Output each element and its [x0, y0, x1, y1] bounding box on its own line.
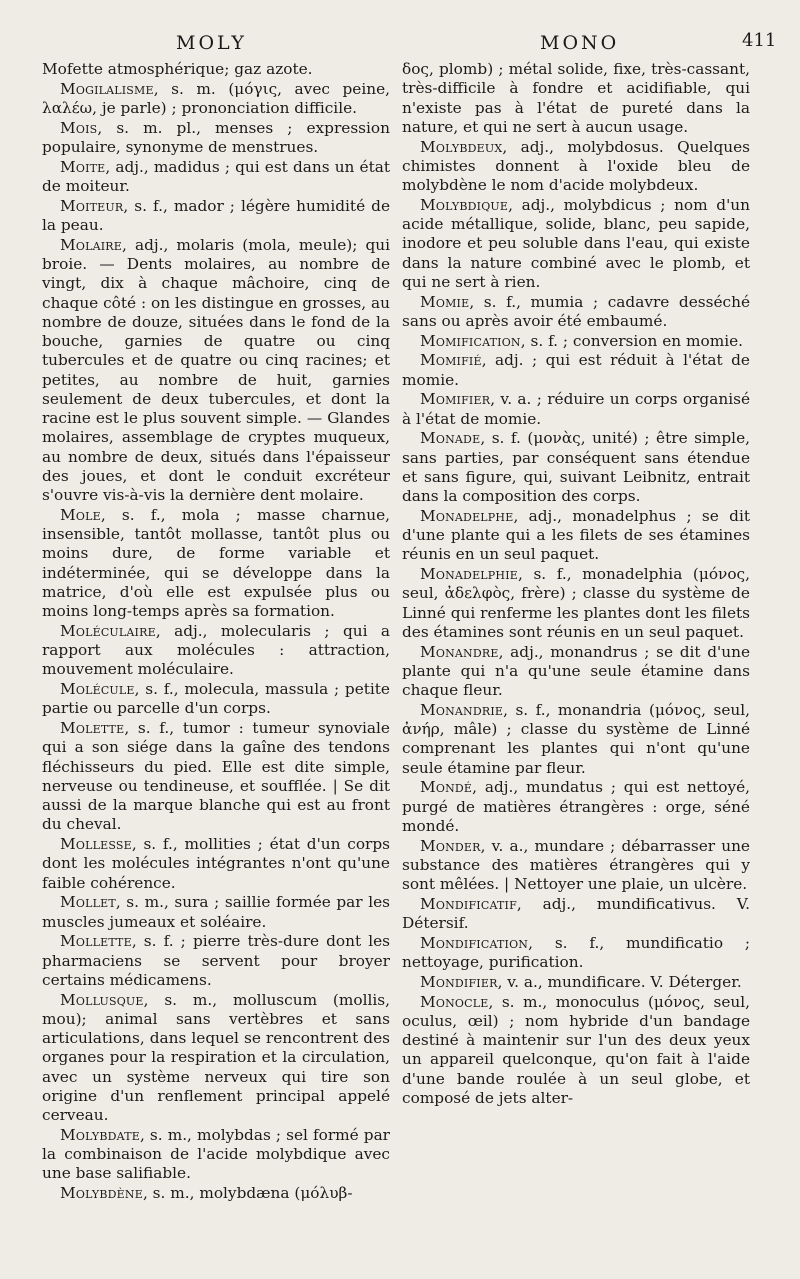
running-head-right: MONO: [540, 32, 620, 54]
entry-definition: Mofette atmosphérique; gaz azote.: [42, 60, 313, 78]
entry-headword: Mois: [60, 118, 98, 137]
entry-headword: Monandre: [420, 642, 499, 661]
dictionary-entry: [42, 119, 390, 158]
dictionary-entry: [42, 622, 390, 680]
dictionary-entry: [402, 895, 750, 934]
dictionary-entry: [402, 778, 750, 836]
entry-definition: , v. a. ; réduire un corps organisé à l'état de momie.: [402, 390, 750, 428]
entry-definition: , s. f. ; pierre très-dure dont les pharmaciens se servent pour broyer certains médicamens.: [42, 932, 390, 989]
dictionary-entry: [402, 332, 750, 351]
dictionary-entry: [42, 197, 390, 236]
entry-headword: Mondifier: [420, 972, 498, 991]
entry-definition: , s. m., molybdæna (μόλυβ-: [142, 1184, 353, 1202]
entry-definition: , adj., mundificativus. V. Détersif.: [402, 894, 750, 932]
entry-headword: Momifié: [420, 351, 482, 370]
dictionary-entry: [402, 973, 750, 992]
dictionary-entry: [402, 507, 750, 565]
entry-definition: , v. a., mundificare. V. Déterger.: [497, 972, 742, 991]
dictionary-entry: [42, 60, 390, 79]
entry-headword: Molybdène: [60, 1184, 143, 1202]
entry-definition: , adj. ; qui est réduit à l'état de momie.: [402, 351, 750, 389]
entry-definition: , s. m., molluscum (mollis, mou); animal sans vertèbres et sans articulations, dans lequel se rencontrent des organes pour la respiration et la circulation, avec un système nerveux qui tire son origine d'un renflement principal appelé cerveau.: [42, 990, 390, 1124]
entry-headword: Monadelphie: [420, 565, 518, 583]
dictionary-entry: [402, 837, 750, 895]
entry-headword: Mole: [60, 505, 101, 524]
entry-definition: , s. f., monandria (μόνος, seul, ἀνήρ, mâle) ; classe du système de Linné comprenant les plantes qui n'ont qu'une seule étamine par fleur.: [402, 700, 750, 777]
dictionary-entry: [402, 643, 750, 701]
entry-headword: Mondification: [420, 933, 529, 952]
entry-definition: , v. a., mundare ; débarrasser une substance des matières étrangères qui y sont mêlées. | Nettoyer une plaie, un ulcère.: [402, 836, 750, 893]
entry-definition: , s. f., molecula, massula ; petite partie ou parcelle d'un corps.: [42, 680, 390, 718]
entry-definition: , s. m. pl., menses ; expression populaire, synonyme de menstrues.: [42, 118, 390, 156]
dictionary-entry: [42, 835, 390, 893]
entry-definition: , s. f., mundificatio ; nettoyage, purification.: [402, 933, 750, 971]
entry-headword: Molybdeux: [420, 137, 503, 156]
entry-definition: , adj., molybdicus ; nom d'un acide métallique, solide, blanc, peu sapide, inodore et peu soluble dans l'eau, qui existe dans la nature combiné avec le plomb, et qui ne sert à rien.: [402, 195, 750, 291]
dictionary-entry: [42, 1184, 390, 1203]
entry-headword: Molaire: [60, 235, 122, 254]
entry-headword: Molécule: [60, 680, 135, 698]
entry-headword: Mogilalisme: [60, 79, 154, 98]
dictionary-entry: [42, 991, 390, 1126]
entry-headword: Momification: [420, 331, 521, 350]
dictionary-entry: [42, 158, 390, 197]
entry-definition: , adj., madidus ; qui est dans un état de moiteur.: [42, 157, 390, 195]
entry-definition: , s. m., molybdas ; sel formé par la combinaison de l'acide molybdique avec une base salifiable.: [42, 1125, 390, 1183]
dictionary-entry: [402, 293, 750, 332]
entry-headword: Momifier: [420, 390, 491, 409]
right-column: [402, 60, 750, 1109]
entry-definition: , adj., monandrus ; se dit d'une plante qui n'a qu'une seule étamine dans chaque fleur.: [402, 642, 750, 699]
dictionary-entry: [402, 390, 750, 429]
entry-definition: , adj., molaris (mola, meule); qui broie. — Dents molaires, au nombre de vingt, dix à chaque mâchoire, cinq de chaque côté : on les distingue en grosses, au nombre de douze, situées dans le fond de la bouche, garnies de quatre ou cinq tubercules et de quatre ou cinq racines; et petites, au nombre de huit, garnies seulement de deux tubercules, et dont la racine est le plus souvent simple. — Glandes molaires, assemblage de cryptes muqueux, au nombre de deux, situés dans l'épaisseur des joues, et dont le conduit excréteur s'ouvre vis-à-vis la dernière dent molaire.: [42, 235, 390, 504]
entry-definition: , adj., molecularis ; qui a rapport aux molécules : attraction, mouvement moléculaire.: [42, 621, 390, 679]
entry-headword: Molette: [60, 719, 125, 737]
entry-definition: , s. m., sura ; saillie formée par les muscles jumeaux et soléaire.: [42, 893, 390, 931]
dictionary-entry: [402, 196, 750, 292]
entry-definition: , s. m., monoculus (μόνος, seul, oculus, œil) ; nom hybride d'un bandage destiné à maintenir sur l'un des deux yeux un appareil quelconque, qu'on fait à l'aide d'une bande roulée à un seul globe, et composé de jets alter-: [402, 992, 750, 1107]
dictionary-entry: [402, 429, 750, 506]
entry-headword: Moléculaire: [60, 621, 156, 640]
dictionary-entry: [42, 719, 390, 835]
page-number: 411: [742, 30, 777, 51]
entry-headword: Mondé: [420, 778, 473, 797]
dictionary-entry: [42, 680, 390, 719]
entry-definition: δος, plomb) ; métal solide, fixe, très-cassant, très-difficile à fondre et acidifiable, qui n'existe pas à l'état de pureté dans la nature, et qui ne sert à aucun usage.: [402, 60, 750, 136]
entry-definition: , s. f. ; conversion en momie.: [520, 331, 744, 350]
entry-headword: Momie: [420, 292, 470, 311]
dictionary-entry: [402, 60, 750, 137]
entry-headword: Mondificatif: [420, 894, 517, 913]
entry-definition: , s. f., monadelphia (μόνος, seul, ἀδελφὸς, frère) ; classe du système de Linné qui renferme les plantes dont les filets des étamines sont réunis en un seul paquet.: [402, 565, 750, 641]
entry-definition: , adj., mundatus ; qui est nettoyé, purgé de matières étrangères : orge, séné mondé.: [402, 778, 750, 835]
dictionary-entry: [402, 351, 750, 390]
dictionary-entry: [42, 236, 390, 506]
entry-headword: Monadelphe: [420, 506, 514, 525]
entry-definition: , s. f. (μονὰς, unité) ; être simple, sans parties, par conséquent sans étendue et sans figure, qui, suivant Leibnitz, entrait dans la composition des corps.: [402, 429, 750, 505]
dictionary-entry: [402, 701, 750, 778]
entry-headword: Mollette: [60, 932, 132, 951]
entry-headword: Monade: [420, 429, 481, 448]
dictionary-entry: [42, 80, 390, 119]
entry-definition: , s. m. (μόγις, avec peine, λαλέω, je parle) ; prononciation difficile.: [42, 79, 390, 117]
entry-definition: , s. f., mollities ; état d'un corps dont les molécules intégrantes n'ont qu'une faible cohérence.: [42, 835, 390, 892]
entry-headword: Mollusque: [60, 990, 144, 1009]
entry-headword: Mollet: [60, 893, 116, 912]
entry-definition: , adj., monadelphus ; se dit d'une plante qui a les filets de ses étamines réunis en un seul paquet.: [402, 506, 750, 564]
entry-definition: , s. f., mola ; masse charnue, insensible, tantôt mollasse, tantôt plus ou moins dure, de forme variable et indéterminée, qui se développe dans la matrice, d'où elle est expulsée plus ou moins long-temps après sa formation.: [42, 505, 390, 620]
entry-headword: Moiteur: [60, 196, 124, 215]
dictionary-entry: [402, 565, 750, 642]
dictionary-entry: [402, 138, 750, 196]
entry-headword: Molybdique: [420, 195, 509, 214]
running-head-left: MOLY: [176, 32, 247, 54]
entry-definition: , s. f., mumia ; cadavre desséché sans ou après avoir été embaumé.: [402, 292, 750, 330]
entry-headword: Mollesse: [60, 835, 132, 853]
dictionary-entry: [42, 506, 390, 622]
dictionary-entry: [402, 934, 750, 973]
dictionary-entry: [42, 932, 390, 990]
entry-headword: Monandrie: [420, 700, 504, 719]
entry-definition: , adj., molybdosus. Quelques chimistes donnent à l'oxide bleu de molybdène le nom d'acide molybdeux.: [402, 137, 750, 194]
entry-definition: , s. f., mador ; légère humidité de la peau.: [42, 196, 390, 234]
entry-definition: , s. f., tumor : tumeur synoviale qui a son siége dans la gaîne des tendons fléchisseurs du pied. Elle est dite simple, nerveuse ou tendineuse, et soufflée. | Se dit aussi de la marque blanche qui est au front du cheval.: [42, 719, 390, 834]
dictionary-entry: [402, 993, 750, 1109]
dictionary-entry: [42, 1126, 390, 1184]
left-column: [42, 60, 390, 1204]
entry-headword: Monder: [420, 836, 481, 855]
entry-headword: Monocle: [420, 992, 489, 1011]
dictionary-entry: [42, 893, 390, 932]
entry-headword: Molybdate: [60, 1125, 140, 1144]
entry-headword: Moite: [60, 157, 106, 176]
